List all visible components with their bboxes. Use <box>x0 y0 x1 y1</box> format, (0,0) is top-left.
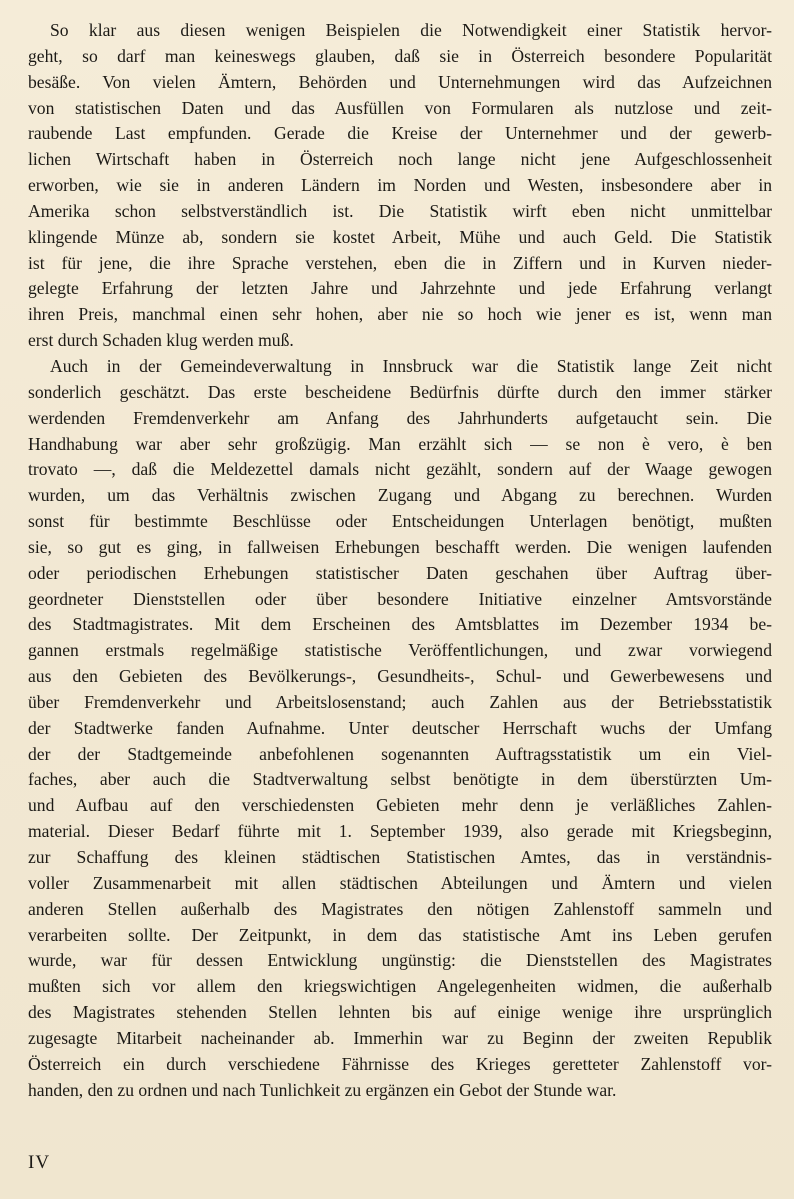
text-line: der Stadtwerke fanden Aufnahme. Unter deutscher Herrschaft wuchs der Umfang <box>28 717 772 738</box>
text-line: material. Dieser Bedarf führte mit 1. September 1939, also gerade mit Kriegsbeginn, <box>28 821 772 842</box>
text-line: So klar aus diesen wenigen Beispielen die Notwendigkeit einer Statistik hervor- <box>50 20 772 40</box>
text-line: des Stadtmagistrates. Mit dem Erscheinen des Amtsblattes im Dezember 1934 be- <box>28 614 772 635</box>
text-line: sonst für bestimmte Beschlüsse oder Entscheidungen Unterlagen benötigt, mußten <box>28 511 772 532</box>
paragraph <box>28 354 772 1103</box>
paragraph <box>28 18 772 354</box>
text-line: lichen Wirtschaft haben in Österreich noch lange nicht jene Aufgeschlossenheit <box>28 149 772 170</box>
text-line: faches, aber auch die Stadtverwaltung selbst benötigte in dem überstürzten Um- <box>28 769 772 790</box>
text-line: gelegte Erfahrung der letzten Jahre und Jahrzehnte und jede Erfahrung verlangt <box>28 278 772 299</box>
text-line: verarbeiten sollte. Der Zeitpunkt, in dem das statistische Amt ins Leben gerufen <box>28 924 772 945</box>
text-line: handen, den zu ordnen und nach Tunlichkeit zu ergänzen ein Gebot der Stunde war. <box>28 1079 617 1100</box>
text-line: wurde, war für dessen Entwicklung ungünstig: die Dienststellen des Magistrates <box>28 950 772 971</box>
text-line: gannen erstmals regelmäßige statistische Veröffentlichungen, und zwar vorwiegend <box>28 640 772 661</box>
text-line: zugesagte Mitarbeit nacheinander ab. Immerhin war zu Beginn der zweiten Republik <box>28 1027 772 1048</box>
text-line: Amerika schon selbstverständlich ist. Die Statistik wirft eben nicht unmittelbar <box>28 200 772 221</box>
text-line: der der Stadtgemeinde anbefohlenen sogenannten Auftragsstatistik um ein Viel- <box>28 743 772 764</box>
text-line: zur Schaffung des kleinen städtischen Statistischen Amtes, das in verständnis- <box>28 847 772 867</box>
text-line: wurden, um das Verhältnis zwischen Zugang und Abgang zu berechnen. Wurden <box>28 485 772 506</box>
text-line: erworben, wie sie in anderen Ländern im Norden und Westen, insbesondere aber in <box>28 175 772 196</box>
text-line: aus den Gebieten des Bevölkerungs-, Gesundheits-, Schul- und Gewerbewesens und <box>28 666 772 687</box>
text-line: ist für jene, die ihre Sprache verstehen, eben die in Ziffern und in Kurven nieder- <box>28 252 772 273</box>
text-line: sonderlich geschätzt. Das erste bescheidene Bedürfnis dürfte durch den immer stärker <box>28 381 772 402</box>
text-line: sie, so gut es ging, in fallweisen Erhebungen beschafft werden. Die wenigen laufenden <box>28 536 772 557</box>
text-line: Handhabung war aber sehr großzügig. Man erzählt sich — se non è vero, è ben <box>28 433 772 454</box>
text-line: von statistischen Daten und das Ausfüllen von Formularen als nutzlose und zeit- <box>28 97 772 118</box>
text-line: des Magistrates stehenden Stellen lehnten bis auf einige wenige ihre ursprünglich <box>28 1002 772 1023</box>
text-line: anderen Stellen außerhalb des Magistrates den nötigen Zahlenstoff sammeln und <box>28 898 772 919</box>
text-line: geordneter Dienststellen oder über besondere Initiative einzelner Amtsvorstände <box>28 588 772 609</box>
text-line: trovato —, daß die Meldezettel damals nicht gezählt, sondern auf der Waage gewogen <box>28 459 772 480</box>
text-line: voller Zusammenarbeit mit allen städtischen Abteilungen und Ämtern und vielen <box>28 872 772 893</box>
body-text <box>28 18 772 1103</box>
text-line: ihren Preis, manchmal einen sehr hohen, aber nie so hoch wie jener es ist, wenn man <box>28 304 772 325</box>
text-line: raubende Last empfunden. Gerade die Kreise der Unternehmer und der gewerb- <box>28 123 772 144</box>
text-line: besäße. Von vielen Ämtern, Behörden und Unternehmungen wird das Aufzeichnen <box>28 71 772 92</box>
text-line: werdenden Fremdenverkehr am Anfang des Jahrhunderts aufgetaucht sein. Die <box>28 407 772 428</box>
text-line: geht, so darf man keineswegs glauben, daß sie in Österreich besondere Popularität <box>28 45 772 66</box>
text-line: Österreich ein durch verschiedene Fährnisse des Krieges geretteter Zahlenstoff vor- <box>28 1053 772 1074</box>
text-line: mußten sich vor allem den kriegswichtigen Angelegenheiten widmen, die außerhalb <box>28 976 772 997</box>
text-line: und Aufbau auf den verschiedensten Gebieten mehr denn je verläßliches Zahlen- <box>28 795 772 816</box>
text-line: erst durch Schaden klug werden muß. <box>28 330 294 351</box>
text-line: klingende Münze ab, sondern sie kostet Arbeit, Mühe und auch Geld. Die Statistik <box>28 226 772 247</box>
page-number: IV <box>28 1152 51 1173</box>
text-line: über Fremdenverkehr und Arbeitslosenstand; auch Zahlen aus der Betriebsstatistik <box>28 691 772 712</box>
text-line: Auch in der Gemeindeverwaltung in Innsbruck war die Statistik lange Zeit nicht <box>50 355 772 376</box>
text-line: oder periodischen Erhebungen statistischer Daten geschahen über Auftrag über- <box>28 562 772 583</box>
